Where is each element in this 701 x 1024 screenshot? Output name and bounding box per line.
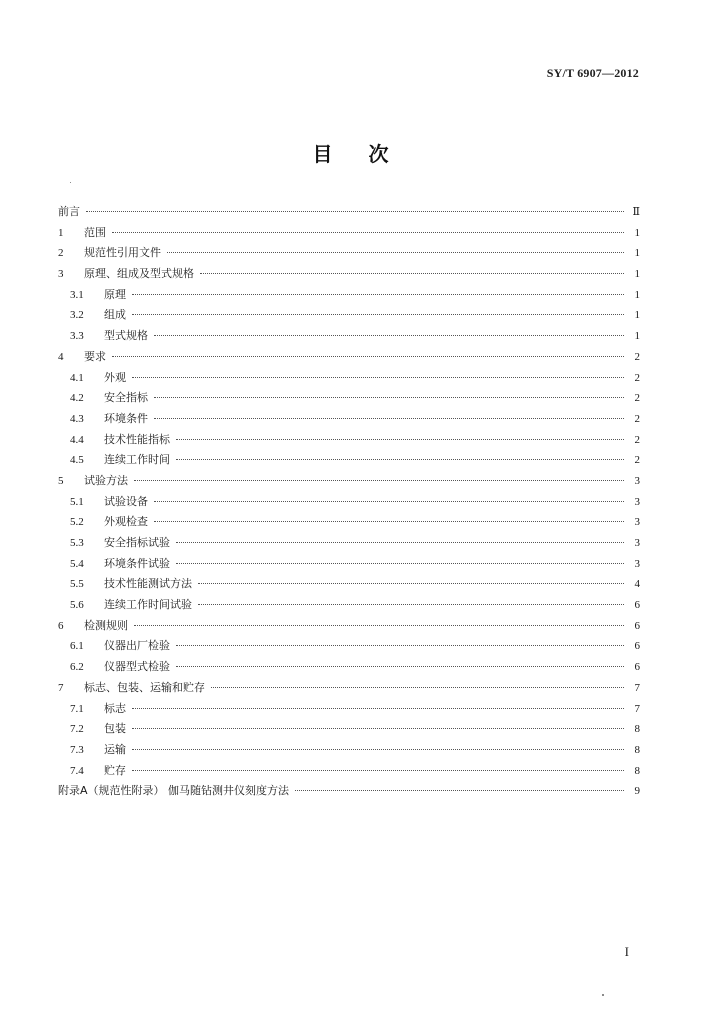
toc-entry-number: 7.3 [70,743,84,756]
toc-entry[interactable] [58,616,640,637]
toc-entry-page: 8 [634,764,640,777]
toc-entry-number: 5.5 [70,578,84,591]
toc-entry-number: 6.1 [70,640,84,653]
dot-leader [176,459,624,460]
toc-entry-label: 环境条件 [104,411,148,425]
toc-entry[interactable] [58,409,640,430]
toc-entry-page: 1 [634,330,640,343]
toc-entry-title [70,554,170,575]
toc-entry-page: 3 [634,474,640,487]
scan-speck [602,994,604,996]
standard-code: SY/T 6907—2012 [546,66,639,80]
toc-entry-number: 6.2 [70,661,84,674]
dot-leader [132,728,624,729]
toc-entry-page: 2 [634,454,640,467]
dot-leader [198,583,624,584]
dot-leader [198,604,624,605]
toc-entry-title [70,305,126,326]
toc-entry-title [70,430,170,451]
toc-entry-page: 3 [634,495,640,508]
toc-entry-page: 2 [634,392,640,405]
toc-entry-number: 2 [58,247,64,260]
toc-entry-page: 2 [634,371,640,384]
toc-entry-number: 4.1 [70,371,84,384]
toc-entry-title [70,512,148,533]
toc-entry-label: 组成 [104,308,126,322]
toc-entry-page: 6 [634,599,640,612]
toc-entry-title [70,388,148,409]
toc-entry-label: 范围 [84,225,106,239]
toc-entry-page: 3 [634,516,640,529]
toc-entry[interactable] [58,326,640,347]
dot-leader [134,625,624,626]
toc-entry-title [70,595,192,616]
toc-entry-page: 6 [634,640,640,653]
toc-entry-page: 2 [634,350,640,363]
toc-entry-title [70,409,148,430]
toc-entry[interactable] [58,202,640,223]
toc-entry-label: 原理 [104,287,126,301]
dot-leader [154,418,624,419]
dot-leader [295,790,624,791]
dot-leader [132,314,624,315]
toc-entry[interactable] [58,347,640,368]
toc-entry[interactable] [58,533,640,554]
toc-entry-number: 6 [58,619,64,632]
toc-entry-page: 6 [634,619,640,632]
toc-entry-number: 3.3 [70,330,84,343]
dot-leader [132,770,624,771]
toc-entry[interactable] [58,574,640,595]
toc-entry[interactable] [58,595,640,616]
toc-entry-number: 4.3 [70,412,84,425]
toc-entry[interactable] [58,388,640,409]
toc-entry-number: 5.1 [70,495,84,508]
dot-leader [154,397,624,398]
toc-entry-title [58,678,205,699]
toc-entry-label: 包装 [104,722,126,736]
toc-entry[interactable] [58,781,640,802]
dot-leader [176,666,624,667]
toc-entry-title [70,699,126,720]
toc-entry-label: 环境条件试验 [104,556,170,570]
toc-entry-label: 试验方法 [84,473,128,487]
toc-entry-number: 5.6 [70,599,84,612]
toc-entry-title [70,761,126,782]
toc-entry-page: Ⅱ [632,206,640,218]
toc-entry-label: 标志 [104,701,126,715]
toc-entry[interactable] [58,678,640,699]
toc-entry-number: 4.2 [70,392,84,405]
toc-entry[interactable] [58,740,640,761]
toc-entry-label: 安全指标试验 [104,536,170,549]
dot-leader [132,708,624,709]
toc-entry-page: 9 [634,785,640,798]
toc-entry-number: 7 [58,681,64,694]
toc-entry-title [58,347,106,368]
dot-leader [200,273,624,274]
toc-entry-label: 原理、组成及型式规格 [84,267,194,281]
toc-entry[interactable] [58,285,640,306]
toc-entry-title [70,326,148,347]
toc-entry-label: 仪器出厂检验 [104,639,170,653]
table-of-contents [58,202,640,802]
toc-entry-label: 技术性能指标 [104,432,170,446]
toc-entry-page: 7 [634,702,640,715]
toc-entry-number: 4.4 [70,433,84,446]
dot-leader [112,356,624,357]
toc-entry-page: 8 [634,723,640,736]
toc-entry-label: 运输 [104,742,126,756]
dot-leader [86,211,624,212]
page-number: I [624,944,629,959]
toc-entry-label: 检测规则 [84,618,128,632]
toc-entry-title [58,223,106,244]
toc-entry[interactable] [58,450,640,471]
dot-leader [134,480,624,481]
toc-entry-number: 5.4 [70,557,84,570]
toc-entry-label: 标志、包装、运输和贮存 [84,680,205,694]
toc-entry-title [58,471,128,492]
toc-entry-label: 外观检查 [104,515,148,529]
toc-entry-title [70,285,126,306]
toc-entry[interactable] [58,264,640,285]
toc-entry[interactable] [58,719,640,740]
toc-entry-label: 技术性能测试方法 [104,577,192,591]
toc-entry-number: 7.4 [70,764,84,777]
toc-entry[interactable] [58,761,640,782]
toc-entry-label: 贮存 [104,763,126,777]
toc-entry[interactable] [58,636,640,657]
toc-entry-title [70,492,148,513]
toc-entry-label: 附录A（规范性附录） 伽马随钻测井仪刻度方法 [58,784,290,798]
dot-leader [176,563,624,564]
toc-entry-number: 3.1 [70,288,84,301]
dot-leader [176,542,624,543]
toc-entry-number: 7.2 [70,723,84,736]
toc-entry-label: 规范性引用文件 [84,246,161,260]
toc-entry-title [58,202,80,223]
toc-entry-label: 前言 [58,205,80,218]
toc-entry-title [70,657,170,678]
toc-entry-title [70,368,126,389]
dot-leader [176,439,624,440]
toc-entry-number: 4.5 [70,454,84,467]
page-title: 目次 [312,142,425,166]
toc-entry-number: 3 [58,268,64,281]
toc-entry[interactable] [58,512,640,533]
toc-entry-title [70,574,192,595]
toc-entry-label: 连续工作时间 [104,453,170,467]
toc-entry-number: 1 [58,226,64,239]
toc-entry[interactable] [58,223,640,244]
toc-entry[interactable] [58,554,640,575]
toc-entry-title [58,781,289,802]
scan-speck [70,182,71,183]
toc-entry-label: 仪器型式检验 [104,660,170,674]
toc-entry-title [58,264,194,285]
toc-entry-page: 1 [634,226,640,239]
toc-entry[interactable] [58,305,640,326]
toc-entry-page: 3 [634,557,640,570]
toc-entry-number: 5.2 [70,516,84,529]
toc-entry-number: 3.2 [70,309,84,322]
toc-entry[interactable] [58,699,640,720]
toc-entry-page: 7 [634,681,640,694]
toc-entry-page: 6 [634,661,640,674]
toc-entry-title [70,636,170,657]
dot-leader [154,501,624,502]
dot-leader [167,252,624,253]
toc-entry[interactable] [58,492,640,513]
toc-entry-title [70,533,170,554]
toc-entry-number: 7.1 [70,702,84,715]
toc-entry[interactable] [58,430,640,451]
toc-entry-page: 8 [634,743,640,756]
toc-entry-label: 型式规格 [104,329,148,343]
toc-entry-page: 3 [634,537,640,549]
dot-leader [176,645,624,646]
toc-entry[interactable] [58,657,640,678]
toc-entry-label: 安全指标 [104,391,148,405]
toc-entry-number: 4 [58,350,64,363]
toc-entry-page: 2 [634,433,640,446]
dot-leader [132,377,624,378]
toc-entry-page: 2 [634,412,640,425]
toc-entry-label: 要求 [84,349,106,363]
toc-entry-title [58,616,128,637]
toc-entry-title [70,719,126,740]
toc-entry-label: 试验设备 [104,494,148,508]
toc-entry-page: 1 [634,268,640,281]
toc-entry[interactable] [58,243,640,264]
toc-entry-title [70,740,126,761]
toc-entry[interactable] [58,471,640,492]
toc-entry[interactable] [58,368,640,389]
dot-leader [132,749,624,750]
toc-entry-page: 1 [634,309,640,322]
toc-entry-page: 1 [634,288,640,301]
dot-leader [211,687,624,688]
dot-leader [154,521,624,522]
toc-entry-label: 连续工作时间试验 [104,598,192,612]
toc-entry-page: 1 [634,247,640,260]
toc-entry-title [70,450,170,471]
dot-leader [154,335,624,336]
toc-entry-number: 5.3 [70,537,84,549]
toc-entry-label: 外观 [104,370,126,384]
toc-entry-number: 5 [58,474,64,487]
dot-leader [132,294,624,295]
dot-leader [112,232,624,233]
toc-entry-page: 4 [634,578,640,591]
toc-entry-title [58,243,161,264]
